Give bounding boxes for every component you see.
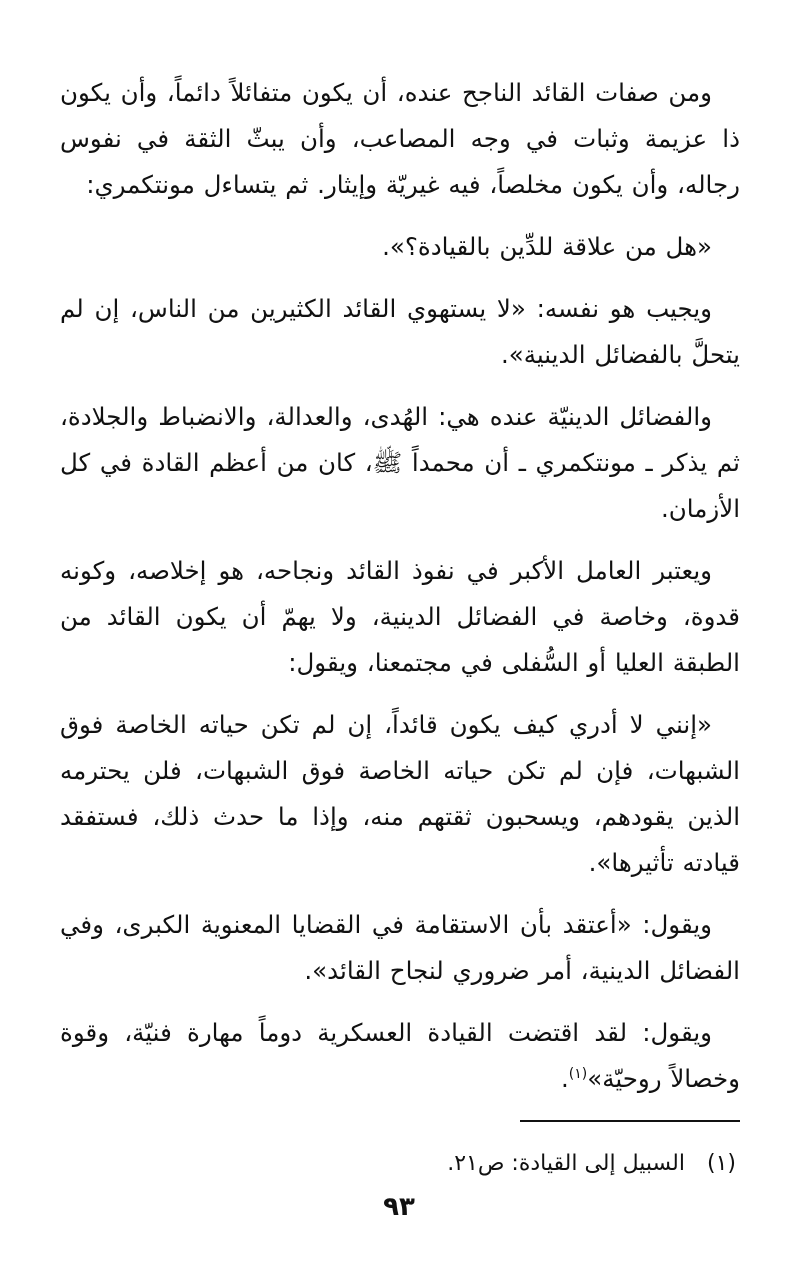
footnote-reference[interactable]: (١) (568, 1065, 588, 1082)
paragraph-military-skill-text: ويقول: لقد اقتضت القيادة العسكرية دوماً مهارة فنيّة، وقوة وخصالاً روحيّة» (60, 1018, 740, 1093)
paragraph-integrity: ويقول: «أعتقد بأن الاستقامة في القضايا المعنوية الكبرى، وفي الفضائل الدينية، أمر ضروري لنجاح القائد». (60, 910, 740, 985)
footnote-number: (١) (706, 1151, 736, 1176)
paragraph-military-skill (60, 1010, 740, 1102)
page-body (60, 70, 740, 1264)
paragraph-religious-virtues: والفضائل الدينيّة عنده هي: الهُدى، والعدالة، والانضباط والجلادة، ثم يذكر ـ مونتكمري ـ أن محمداً ﷺ، كان من أعظم القادة في كل الأزمان. (60, 402, 740, 523)
paragraph-answer: ويجيب هو نفسه: «لا يستهوي القائد الكثيرين من الناس، إن لم يتحلَّ بالفضائل الدينية». (60, 294, 740, 369)
footnote (447, 1146, 736, 1182)
page-number: ٩٣ (383, 1192, 415, 1222)
paragraph-end-period: . (560, 1064, 569, 1093)
paragraph-influence-factor: ويعتبر العامل الأكبر في نفوذ القائد ونجاحه، هو إخلاصه، وكونه قدوة، وخاصة في الفضائل الدينية، ولا يهمّ أن يكون القائد من الطبقة العليا أو السُّفلى في مجتمعنا، ويقول: (60, 556, 740, 677)
paragraph-religion-question: «هل من علاقة للدِّين بالقيادة؟». (382, 232, 712, 261)
paragraph-leader-qualities: ومن صفات القائد الناجح عنده، أن يكون متفائلاً دائماً، وأن يكون ذا عزيمة وثبات في وجه المصاعب، وأن يبثّ الثقة في نفوس رجاله، وأن يكون مخلصاً، فيه غيريّة وإيثار. ثم يتساءل مونتكمري: (60, 78, 740, 199)
footnote-text: السبيل إلى القيادة: ص٢١. (447, 1151, 685, 1176)
paragraph-quote-private-life: «إنني لا أدري كيف يكون قائداً، إن لم تكن حياته الخاصة فوق الشبهات، فإن لم تكن حياته الخاصة فوق الشبهات، فلن يحترمه الذين يقودهم، ويسحبون ثقتهم منه، وإذا ما حدث ذلك، فستفقد قيادته تأثيرها». (60, 710, 740, 877)
footnote-divider (520, 1120, 740, 1122)
